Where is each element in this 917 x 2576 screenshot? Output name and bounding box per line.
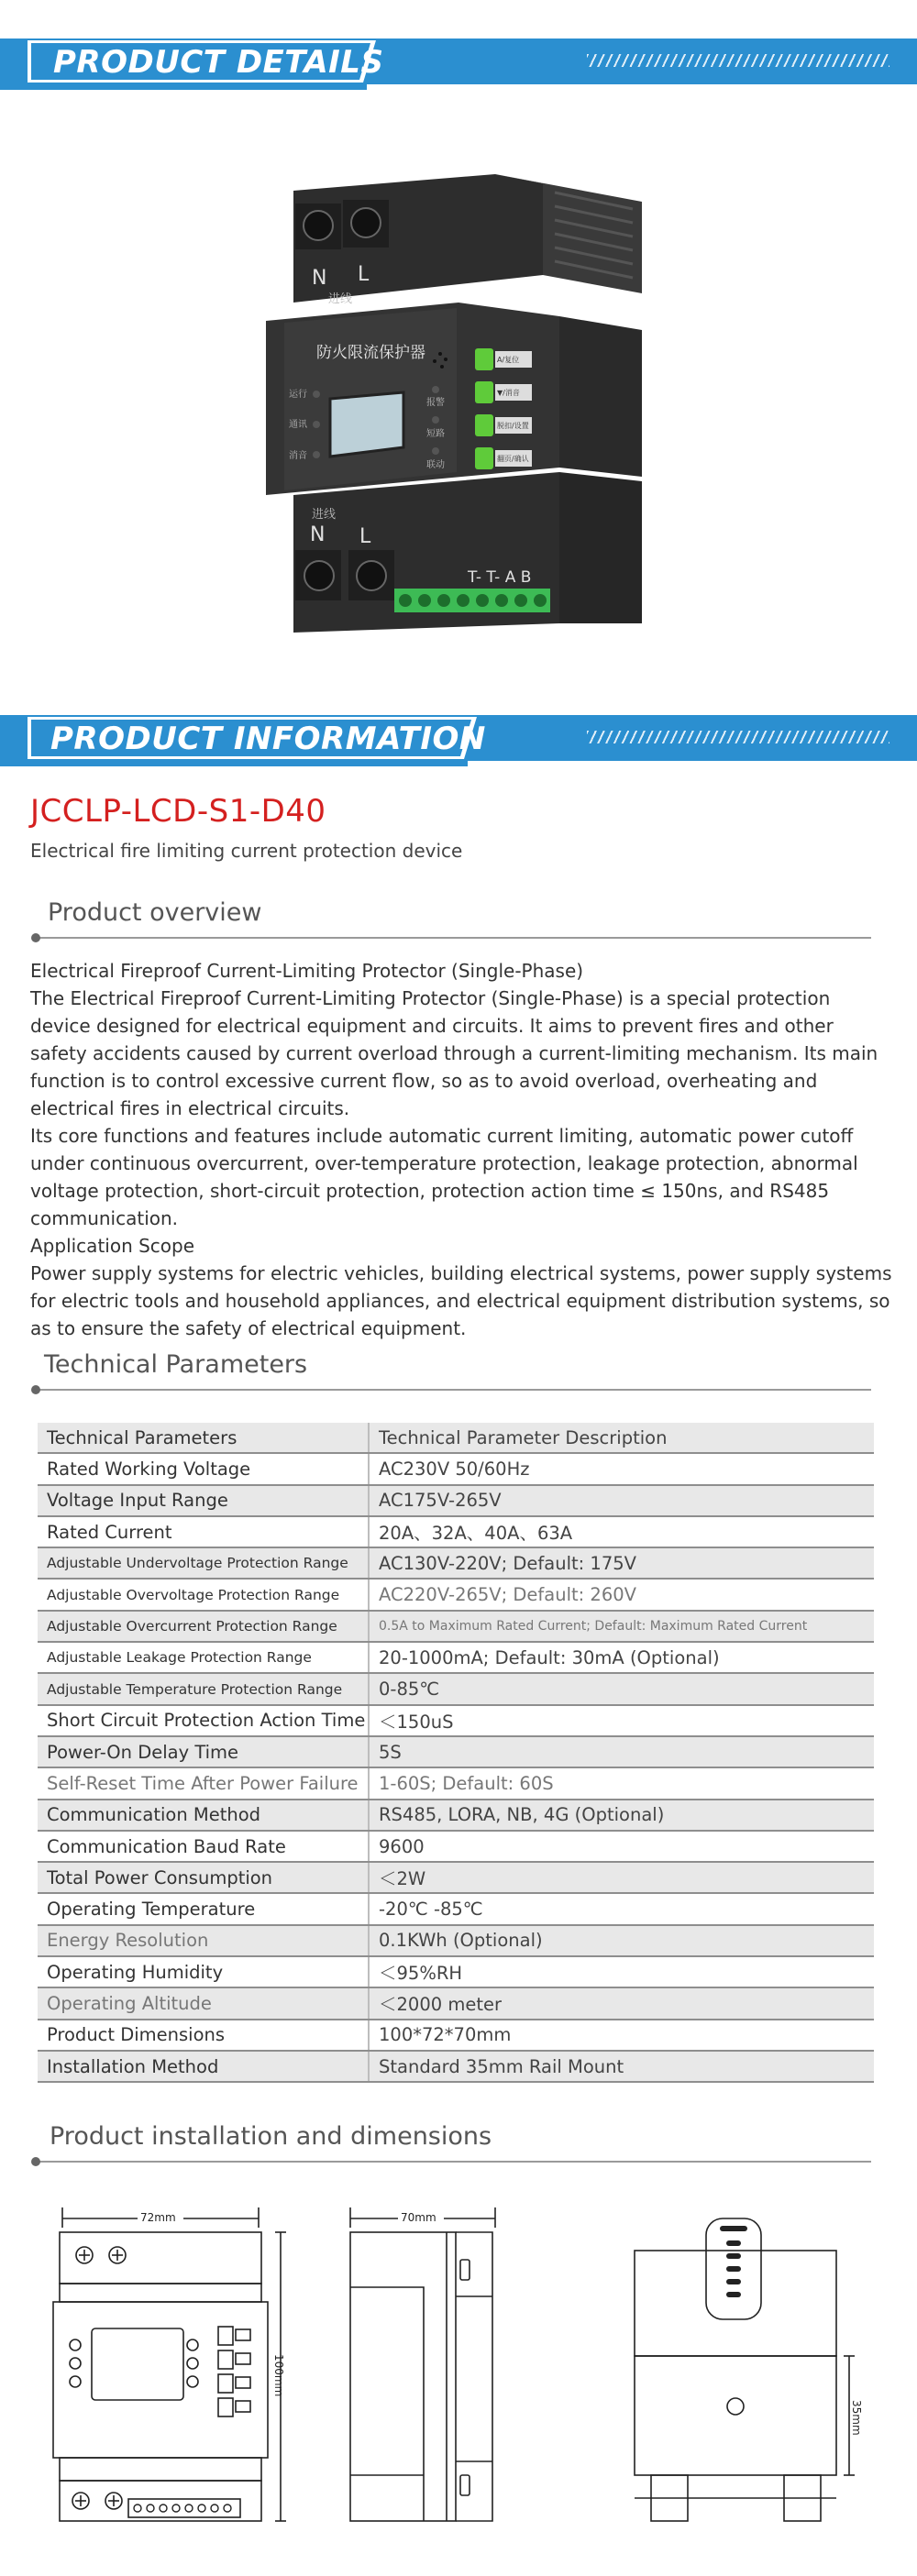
device-title: 防火限流保护器	[316, 344, 425, 362]
table-row	[38, 2051, 874, 2082]
param-name: Adjustable Overvoltage Protection Range	[38, 1579, 369, 1610]
technical-heading: Technical Parameters	[44, 1350, 308, 1379]
technical-rule	[35, 1389, 871, 1391]
table-row	[38, 1736, 874, 1767]
param-value: 0-85℃	[369, 1673, 874, 1704]
param-name: Rated Current	[38, 1516, 369, 1547]
rear-view-drawing	[624, 2200, 871, 2530]
bus-labels: T- T- A B	[468, 568, 532, 587]
param-value: 0.1KWh (Optional)	[369, 1925, 874, 1956]
banner-title: PRODUCT INFORMATION	[50, 721, 486, 757]
param-value: 20A、32A、40A、63A	[369, 1516, 874, 1547]
key-mute: ▼/消音	[497, 389, 520, 397]
table-row	[38, 1893, 874, 1924]
param-value: AC220V-265V; Default: 260V	[369, 1579, 874, 1610]
table-row	[38, 1642, 874, 1673]
overview-heading: Product overview	[48, 898, 262, 927]
param-name: Communication Method	[38, 1800, 369, 1831]
param-name: Rated Working Voltage	[38, 1453, 369, 1484]
table-row	[38, 1579, 874, 1610]
param-value: ＜150uS	[369, 1705, 874, 1736]
installation-heading: Product installation and dimensions	[50, 2122, 492, 2151]
banner-title: PRODUCT DETAILS	[53, 44, 384, 81]
table-row	[38, 1705, 874, 1736]
param-value: AC175V-265V	[369, 1485, 874, 1516]
param-value: 0.5A to Maximum Rated Current; Default: Maximum Rated Current	[369, 1611, 874, 1642]
table-row	[38, 1453, 874, 1484]
overview-line: Application Scope	[30, 1235, 195, 1257]
front-view-drawing	[46, 2200, 293, 2530]
param-value: 5S	[369, 1736, 874, 1767]
table-row	[38, 1767, 874, 1799]
param-name: Product Dimensions	[38, 2020, 369, 2051]
param-name: Communication Baud Rate	[38, 1831, 369, 1862]
dim-depth-label: 70mm	[401, 2211, 436, 2224]
table-row	[38, 1485, 874, 1516]
key-confirm: 翻页/确认	[497, 455, 529, 463]
table-row	[38, 1516, 874, 1547]
param-name: Voltage Input Range	[38, 1485, 369, 1516]
table-row	[38, 2020, 874, 2051]
indicator-comm: 通讯	[289, 420, 307, 430]
parameters-table	[38, 1423, 874, 2083]
overview-line: Its core functions and features include automatic current limiting, automatic power cutoff under continuous overcurrent, over-temperature protection, leakage protection, abnormal voltage protection, short-circuit protection, protection action time ≤ 150ns, and RS485 communication.	[30, 1125, 858, 1229]
param-value: ＜2W	[369, 1862, 874, 1893]
key-set: 脱扣/设置	[497, 422, 529, 430]
param-name: Energy Resolution	[38, 1925, 369, 1956]
param-name: Operating Altitude	[38, 1987, 369, 2019]
table-row	[38, 1925, 874, 1956]
param-name: Adjustable Undervoltage Protection Range	[38, 1547, 369, 1579]
overview-rule	[35, 937, 871, 939]
param-value: Technical Parameter Description	[369, 1423, 874, 1453]
param-value: AC130V-220V; Default: 175V	[369, 1547, 874, 1579]
banner-stripes	[587, 54, 889, 67]
table-row	[38, 1423, 874, 1453]
key-reset: A/复位	[497, 356, 520, 364]
terminal-bottom-n: N	[310, 523, 326, 546]
param-value: 1-60S; Default: 60S	[369, 1767, 874, 1799]
param-name: Adjustable Overcurrent Protection Range	[38, 1611, 369, 1642]
overview-line: The Electrical Fireproof Current-Limiting Protector (Single-Phase) is a special protection device designed for electrical equipment and circuits. It aims to prevent fires and other safety accidents caused by current overload through a current-limiting mechanism. Its main function is to control excessive current flow, so as to avoid overload, overheating and electrical fires in electrical circuits.	[30, 987, 878, 1119]
table-row	[38, 1831, 874, 1862]
banner-stripes	[587, 731, 889, 743]
param-name: Total Power Consumption	[38, 1862, 369, 1893]
product-photo	[248, 165, 669, 642]
overview-line: Power supply systems for electric vehicles, building electrical systems, power supply systems for electric tools and household appliances, and electrical equipment distribution systems, so as to ensure the safety of electrical equipment.	[30, 1262, 892, 1339]
dim-width-label: 72mm	[140, 2211, 176, 2224]
table-row	[38, 1800, 874, 1831]
indicator-mute: 消音	[289, 451, 307, 461]
param-name: Installation Method	[38, 2051, 369, 2082]
table-row	[38, 1956, 874, 1987]
param-value: 20-1000mA; Default: 30mA (Optional)	[369, 1642, 874, 1673]
param-name: Power-On Delay Time	[38, 1736, 369, 1767]
side-view-drawing	[341, 2200, 506, 2530]
param-value: 9600	[369, 1831, 874, 1862]
param-name: Operating Temperature	[38, 1893, 369, 1924]
param-name: Adjustable Leakage Protection Range	[38, 1642, 369, 1673]
product-subtitle: Electrical fire limiting current protection device	[30, 840, 463, 862]
param-value: 100*72*70mm	[369, 2020, 874, 2051]
table-row	[38, 1673, 874, 1704]
overview-line: Electrical Fireproof Current-Limiting Protector (Single-Phase)	[30, 960, 584, 982]
indicator-run: 运行	[289, 390, 307, 400]
param-value: ＜95%RH	[369, 1956, 874, 1987]
param-value: RS485, LORA, NB, 4G (Optional)	[369, 1800, 874, 1831]
model-number: JCCLP-LCD-S1-D40	[30, 793, 326, 830]
top-inlet-label: 进线	[328, 292, 353, 306]
dim-rail-label: 35mm	[850, 2400, 863, 2436]
param-name: Adjustable Temperature Protection Range	[38, 1673, 369, 1704]
installation-rule	[35, 2161, 871, 2163]
terminal-bottom-l: L	[359, 525, 371, 548]
param-value: Standard 35mm Rail Mount	[369, 2051, 874, 2082]
indicator-alarm: 报警	[426, 398, 445, 408]
table-row	[38, 1987, 874, 2019]
param-name: Technical Parameters	[38, 1423, 369, 1453]
terminal-top-l: L	[358, 263, 370, 286]
product-information-banner	[0, 715, 917, 761]
param-value: -20℃ -85℃	[369, 1893, 874, 1924]
overview-dot	[31, 933, 40, 942]
table-row	[38, 1547, 874, 1579]
overview-text	[30, 957, 892, 1342]
param-value: AC230V 50/60Hz	[369, 1453, 874, 1484]
technical-dot	[31, 1385, 40, 1394]
installation-dot	[31, 2157, 40, 2166]
param-name: Short Circuit Protection Action Time	[38, 1705, 369, 1736]
dim-height-label: 100mm	[272, 2354, 285, 2397]
table-row	[38, 1862, 874, 1893]
indicator-short: 短路	[426, 429, 445, 439]
indicator-link: 联动	[426, 460, 445, 470]
product-details-banner	[0, 39, 917, 84]
terminal-top-n: N	[312, 267, 327, 290]
param-value: ＜2000 meter	[369, 1987, 874, 2019]
table-row	[38, 1611, 874, 1642]
param-name: Self-Reset Time After Power Failure	[38, 1767, 369, 1799]
param-name: Operating Humidity	[38, 1956, 369, 1987]
bottom-inlet-label: 进线	[312, 508, 337, 522]
